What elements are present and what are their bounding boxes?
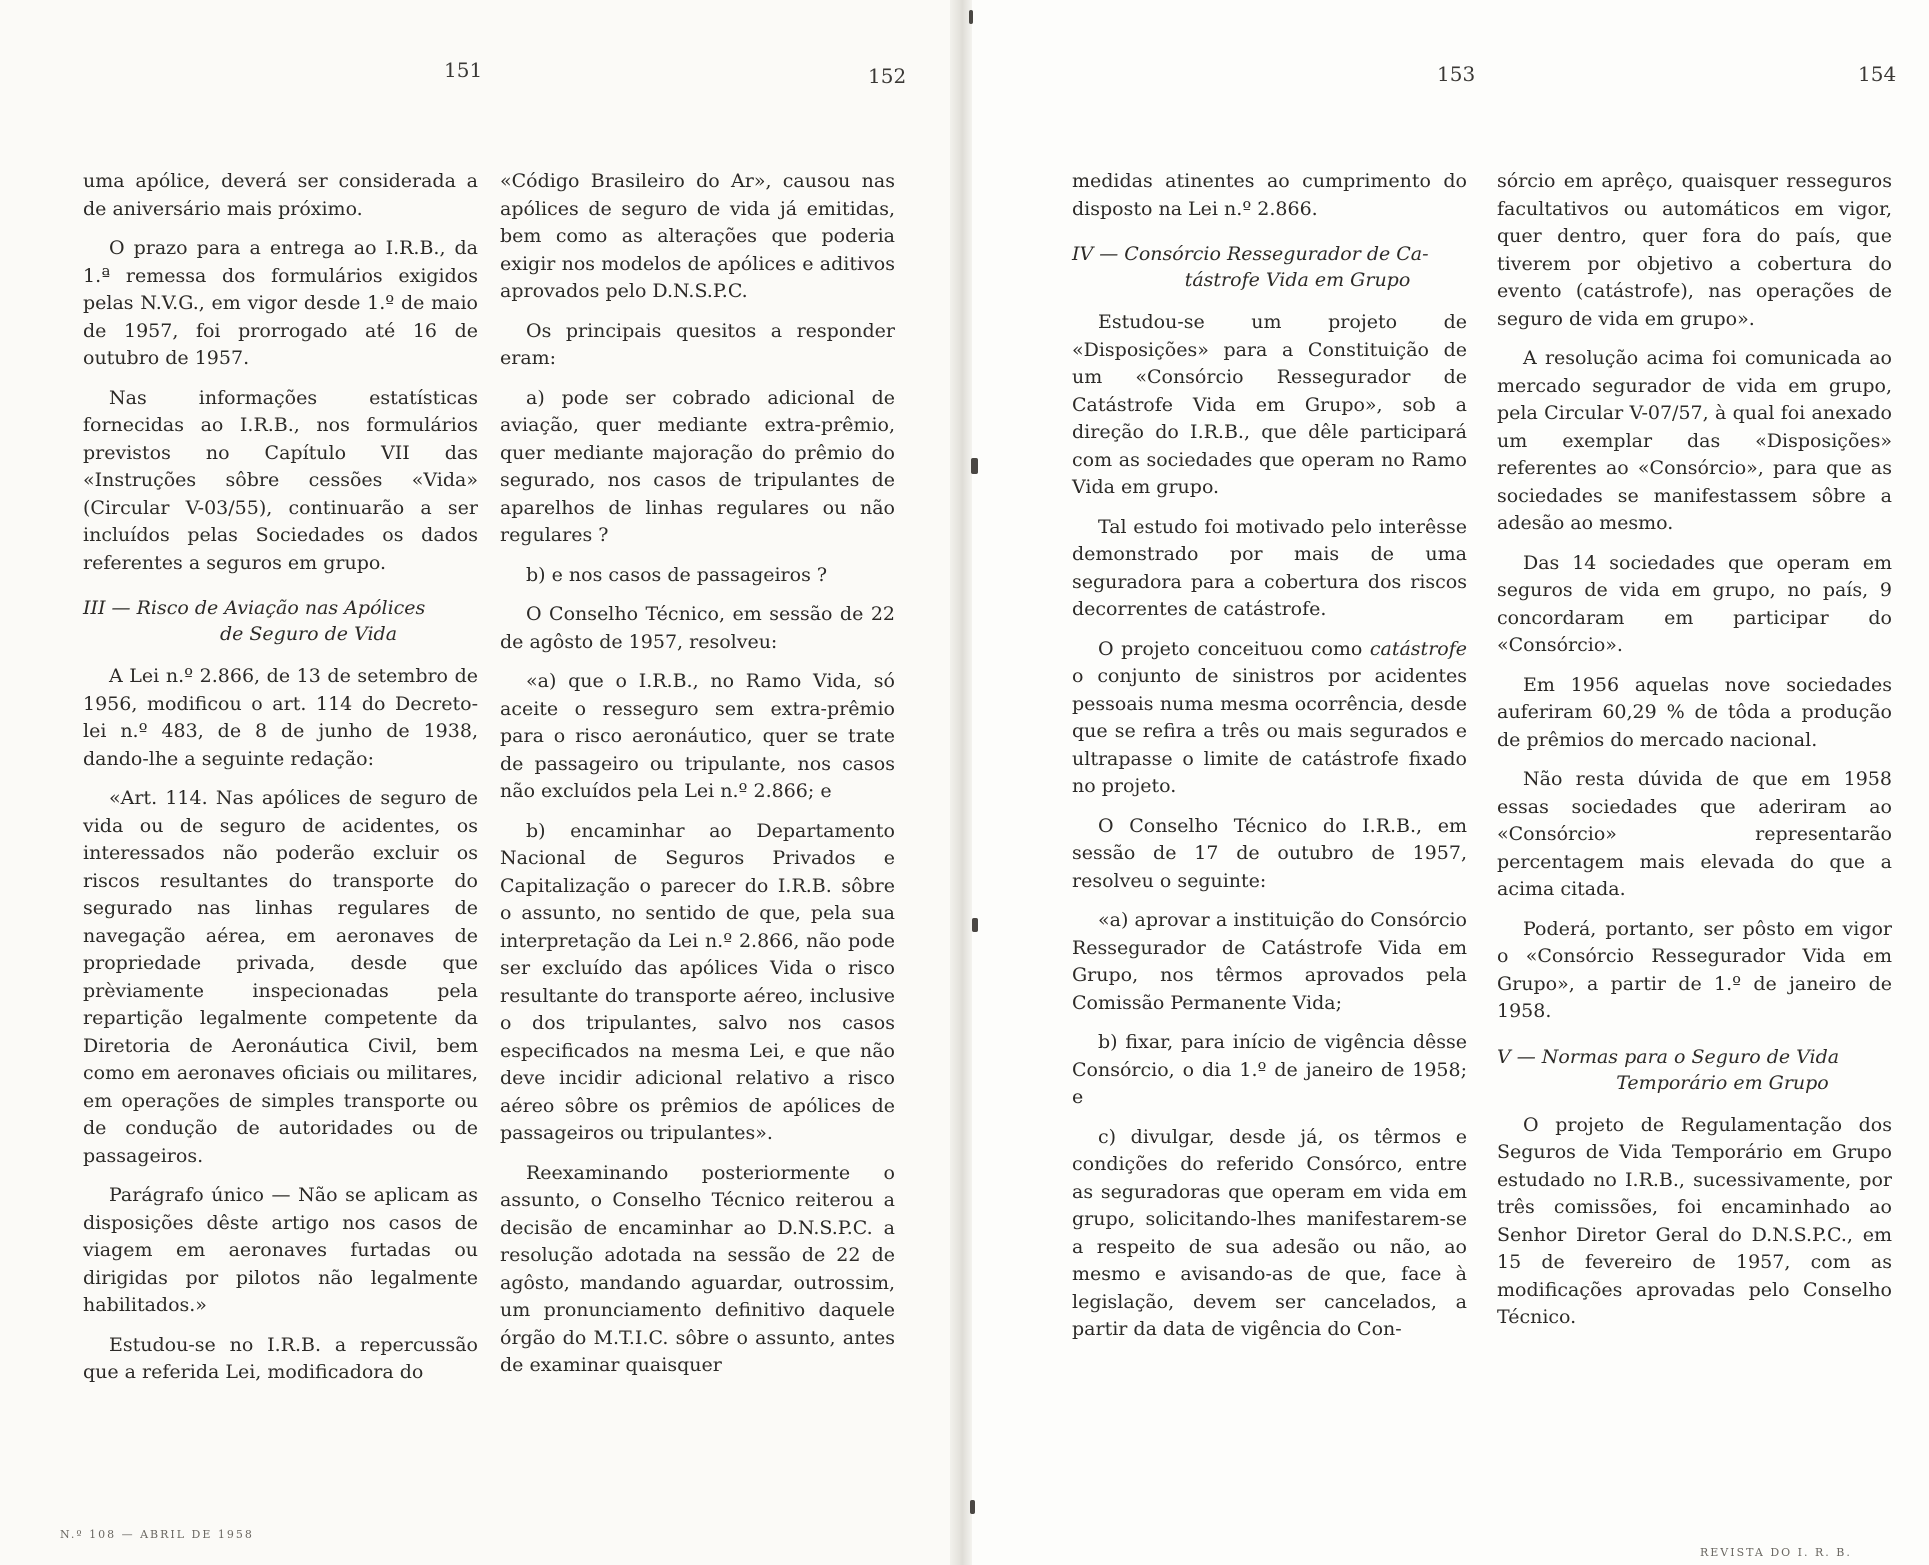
heading-line: V — Normas para o Seguro de Vida xyxy=(1497,1045,1840,1068)
page-number-154: 154 xyxy=(1858,62,1897,86)
book-gutter xyxy=(950,0,972,1565)
paragraph: sórcio em aprêço, quaisquer resseguros facultativos ou automáticos em vigor, quer dentro, quer fora do país, que tiverem por objetivo a cobertura do evento (catástrofe), nas operações de seguro de vida em grupo». xyxy=(1497,170,1892,330)
paragraph: A resolução acima foi comunicada ao mercado segurador de vida em grupo, pela Circular V-07/57, à qual foi anexado um exemplar das «Disposições» referentes ao «Consórcio», para que as sociedades se manifestassem sôbre a adesão ao mesmo. xyxy=(1497,347,1892,534)
page-number-151: 151 xyxy=(444,58,483,82)
column-page-151 xyxy=(83,168,478,1399)
paragraph: Poderá, portanto, ser pôsto em vigor o «Consórcio Ressegurador Vida em Grupo», a partir de 1.º de janeiro de 1958. xyxy=(1497,917,1892,1022)
paragraph: Estudou-se no I.R.B. a repercussão que a referida Lei, modificadora do xyxy=(83,1333,478,1383)
list-item: b) e nos casos de passageiros ? xyxy=(526,563,828,586)
list-item: b) fixar, para início de vigência dêsse Consórcio, o dia 1.º de janeiro de 1958; e xyxy=(1072,1031,1467,1108)
scan-speck xyxy=(972,918,978,932)
page-number-152: 152 xyxy=(868,64,907,88)
paragraph: A Lei n.º 2.866, de 13 de setembro de 1956, modificou o art. 114 do Decreto-lei n.º 483, de 8 de junho de 1938, dando-lhe a seguinte redação: xyxy=(83,665,478,770)
paragraph: Os principais quesitos a responder eram: xyxy=(500,319,895,369)
paragraph: medidas atinentes ao cumprimento do disposto na Lei n.º 2.866. xyxy=(1072,170,1467,220)
paragraph: uma apólice, deverá ser considerada a de aniversário mais próximo. xyxy=(83,170,478,220)
emphasis-text: catástrofe xyxy=(1369,637,1467,660)
footer-issue: N.º 108 — ABRIL DE 1958 xyxy=(60,1528,254,1541)
list-item: b) encaminhar ao Departamento Nacional de Seguros Privados e Capitalização o parecer do I.R.B. sôbre o assunto, no sentido de que, pela sua interpretação da Lei n.º 2.866, não pode ser excluído das apólices Vida o risco resultante do transporte aéreo, inclusive o dos tripulantes, salvo nos casos especificados na mesma Lei, e que não deve incidir adicional relativo a risco aéreo sôbre os prêmios de apólices de passageiros ou tripulantes». xyxy=(500,819,895,1144)
paragraph: «Código Brasileiro do Ar», causou nas apólices de seguro de vida já emitidas, bem como as alterações que poderia exigir nos modelos de apólices e aditivos aprovados pelo D.N.S.P.C. xyxy=(500,170,895,302)
paragraph: Das 14 sociedades que operam em seguros de vida em grupo, no país, 9 concordaram em participar do «Consórcio». xyxy=(1497,551,1892,656)
paragraph: O Conselho Técnico do I.R.B., em sessão de 17 de outubro de 1957, resolveu o seguinte: xyxy=(1072,814,1467,892)
paragraph: Nas informações estatísticas fornecidas ao I.R.B., nos formulários previstos no Capítulo VII das «Instruções sôbre cessões «Vida» (Circular V-03/55), continuarão a ser incluídos pelas Sociedades os dados referentes a seguros em grupo. xyxy=(83,386,478,574)
section-heading-iv xyxy=(1072,241,1467,293)
list-item: «a) que o I.R.B., no Ramo Vida, só aceite o resseguro sem extra-prêmio para o risco aeronáutico, quer se trate de passageiro ou tripulante, nos casos não excluídos pela Lei n.º 2.866; e xyxy=(500,670,895,802)
scan-speck xyxy=(971,458,978,474)
footer-journal: REVISTA DO I. R. B. xyxy=(1700,1546,1852,1559)
quoted-article: «Art. 114. Nas apólices de seguro de vida ou de seguro de acidentes, os interessados não poderão excluir os riscos resultantes do transporte do segurado nas linhas regulares de navegação aérea, em aeronaves de propriedade privada, desde que prèviamente inspecionadas pela repartição legalmente competente da Diretoria de Aeronáutica Civil, bem como em aeronaves oficiais ou militares, em operações de simples transporte ou de condução de autoridades ou de passageiros. xyxy=(83,787,478,1167)
paragraph: O Conselho Técnico, em sessão de 22 de agôsto de 1957, resolveu: xyxy=(500,603,895,653)
heading-line: IV — Consórcio Ressegurador de Ca- xyxy=(1072,243,1429,265)
heading-line: tástrofe Vida em Grupo xyxy=(1184,269,1411,291)
paragraph: O prazo para a entrega ao I.R.B., da 1.ª remessa dos formulários exigidos pelas N.V.G., em vigor desde 1.º de maio de 1957, foi prorrogado até 16 de outubro de 1957. xyxy=(83,237,478,369)
column-page-152 xyxy=(500,168,895,1392)
list-item: a) pode ser cobrado adicional de aviação, quer mediante extra-prêmio, quer mediante majoração do prêmio do segurado, nos casos de tripulantes de aparelhos de linhas regulares ou não regulares ? xyxy=(500,386,895,546)
column-page-154 xyxy=(1497,168,1892,1344)
paragraph xyxy=(1072,636,1467,801)
heading-line: Temporário em Grupo xyxy=(1616,1071,1829,1094)
section-heading-iii xyxy=(83,595,478,647)
paragraph: Em 1956 aquelas nove sociedades auferiram 60,29 % de tôda a produção de prêmios do mercado nacional. xyxy=(1497,673,1892,751)
paragraph: Parágrafo único — Não se aplicam as disposições dêste artigo nos casos de viagem em aeronaves furtadas ou dirigidas por pilotos não legalmente habilitados.» xyxy=(83,1184,478,1316)
paragraph: O projeto de Regulamentação dos Seguros de Vida Temporário em Grupo estudado no I.R.B., sucessivamente, por três comissões, foi encaminhado ao Senhor Diretor Geral do D.N.S.P.C., em 15 de fevereiro de 1957, com as modificações aprovadas pelo Conselho Técnico. xyxy=(1497,1113,1892,1328)
heading-line: III — Risco de Aviação nas Apólices xyxy=(83,597,426,619)
scan-speck xyxy=(970,1500,975,1514)
list-item: c) divulgar, desde já, os têrmos e condições do referido Consórco, entre as seguradoras que operam em vida em grupo, solicitando-lhes manifestarem-se a respeito de sua adesão ou não, ao mesmo e avisando-as de que, face à legislação, devem ser cancelados, a partir da data de vigência do Con- xyxy=(1072,1125,1467,1340)
paragraph: Não resta dúvida de que em 1958 essas sociedades que aderiram ao «Consórcio» representarão percentagem mais elevada do que a acima citada. xyxy=(1497,768,1892,900)
paragraph: Estudou-se um projeto de «Disposições» para a Constituição de um «Consórcio Ressegurador de Catástrofe Vida em Grupo», sob a direção do I.R.B., que dêle participará com as sociedades que operam no Ramo Vida em grupo. xyxy=(1072,311,1467,498)
text-run: o conjunto de sinistros por acidentes pessoais numa mesma ocorrência, desde que se refira a três ou mais segurados e ultrapasse o limite de catástrofe fixado no projeto. xyxy=(1072,665,1467,797)
paragraph: Reexaminando posteriormente o assunto, o Conselho Técnico reiterou a decisão de encaminhar ao D.N.S.P.C. a resolução adotada na sessão de 22 de agôsto, mandando aguardar, outrossim, um pronunciamento definitivo daquele órgão do M.T.I.C. sôbre o assunto, antes de examinar quaisquer xyxy=(500,1161,895,1376)
paragraph: Tal estudo foi motivado pelo interêsse demonstrado por mais de uma seguradora para a cobertura dos riscos decorrentes de catástrofe. xyxy=(1072,515,1467,620)
list-item: «a) aprovar a instituição do Consórcio Ressegurador de Catástrofe Vida em Grupo, nos têrmos aprovados pela Comissão Permanente Vida; xyxy=(1072,909,1467,1014)
section-heading-v xyxy=(1497,1044,1892,1096)
text-run: O projeto conceituou como xyxy=(1098,637,1370,660)
heading-line: de Seguro de Vida xyxy=(219,623,398,645)
page-number-153: 153 xyxy=(1437,62,1476,86)
column-page-153 xyxy=(1072,168,1467,1356)
scan-speck xyxy=(969,10,973,24)
